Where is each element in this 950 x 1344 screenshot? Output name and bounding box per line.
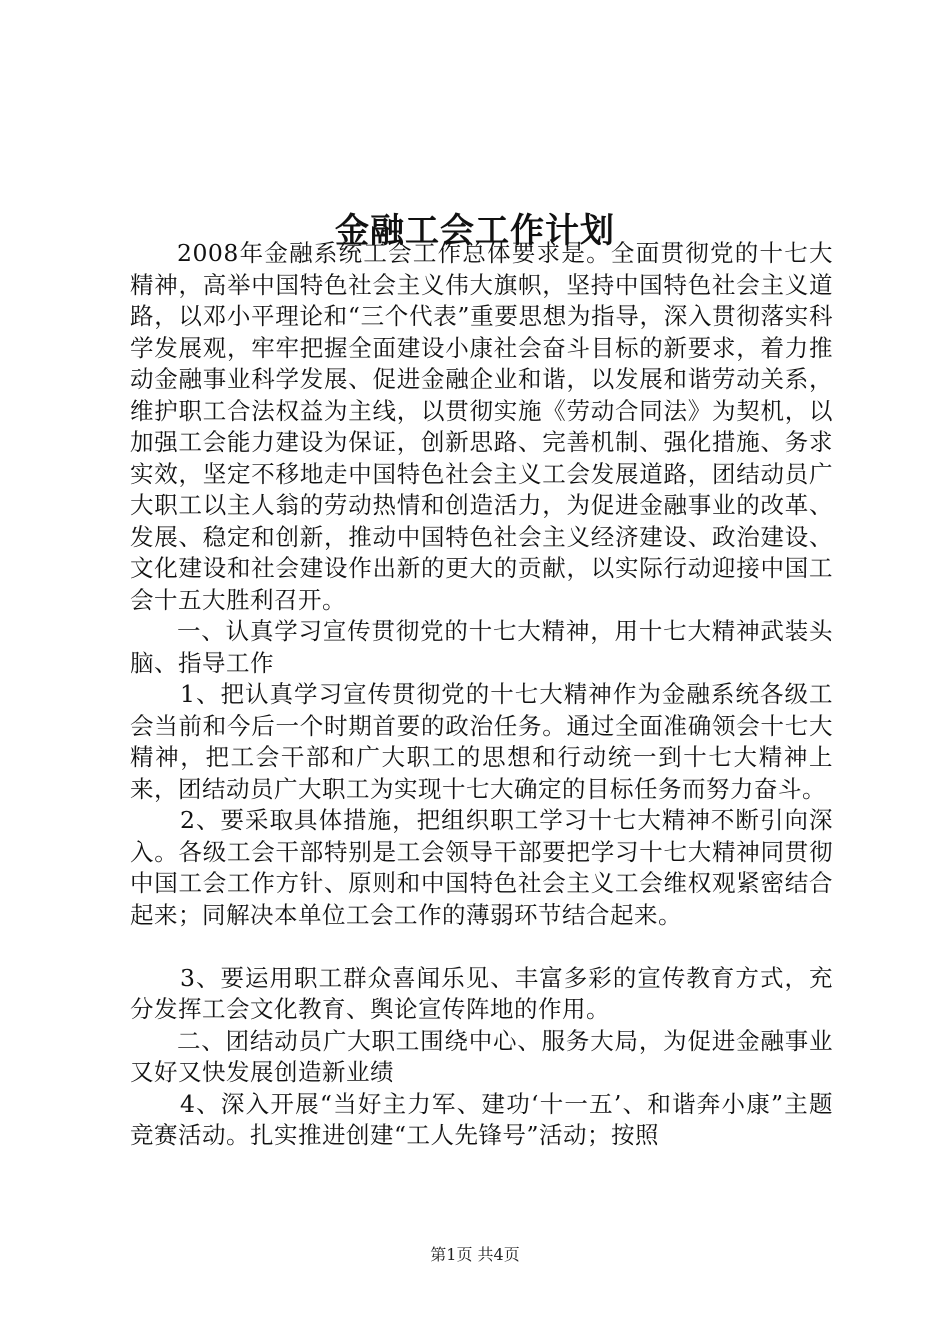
intro-paragraph: 2008年金融系统工会工作总体要求是。全面贯彻党的十七大精神，高举中国特色社会主义伟大旗帜，坚持中国特色社会主义道路，以邓小平理论和“三个代表”重要思想为指导，深入贯彻落实科学发展观，牢牢把握全面建设小康社会奋斗目标的新要求，着力推动金融事业科学发展、促进金融企业和谐，以发展和谐劳动关系，维护职工合法权益为主线，以贯彻实施《劳动合同法》为契机，以加强工会能力建设为保证，创新思路、完善机制、强化措施、务求实效，坚定不移地走中国特色社会主义工会发展道路，团结动员广大职工以主人翁的劳动热情和创造活力，为促进金融事业的改革、发展、稳定和创新，推动中国特色社会主义经济建设、政治建设、文化建设和社会建设作出新的更大的贡献，以实际行动迎接中国工会十五大胜利召开。 xyxy=(130,239,833,614)
item-paragraph-4: 4、深入开展“当好主力军、建功‘十一五’、和谐奔小康”主题竞赛活动。扎实推进创建“工人先锋号”活动；按照 xyxy=(130,1089,833,1149)
document-title: 金融工会工作计划 xyxy=(335,210,615,251)
item-paragraph-2: 2、要采取具体措施，把组织职工学习十七大精神不断引向深入。各级工会干部特别是工会领导干部要把学习十七大精神同贯彻中国工会工作方针、原则和中国特色社会主义工会维权观紧密结合起来；同解决本单位工会工作的薄弱环节结合起来。 xyxy=(130,806,833,929)
section-heading-1: 一、认真学习宣传贯彻党的十七大精神，用十七大精神武装头脑、指导工作 xyxy=(130,617,833,677)
item-paragraph-1: 1、把认真学习宣传贯彻党的十七大精神作为金融系统各级工会当前和今后一个时期首要的政治任务。通过全面准确领会十七大精神，把工会干部和广大职工的思想和行动统一到十七大精神上来，团结动员广大职工为实现十七大确定的目标任务而努力奋斗。 xyxy=(130,680,833,803)
paragraph-gap xyxy=(130,931,833,963)
item-paragraph-3: 3、要运用职工群众喜闻乐见、丰富多彩的宣传教育方式，充分发挥工会文化教育、舆论宣传阵地的作用。 xyxy=(130,963,833,1023)
document-body xyxy=(130,238,833,1152)
section-heading-2: 二、团结动员广大职工围绕中心、服务大局，为促进金融事业又好又快发展创造新业绩 xyxy=(130,1026,833,1086)
page-footer: 第1页 共4页 xyxy=(430,1245,520,1264)
